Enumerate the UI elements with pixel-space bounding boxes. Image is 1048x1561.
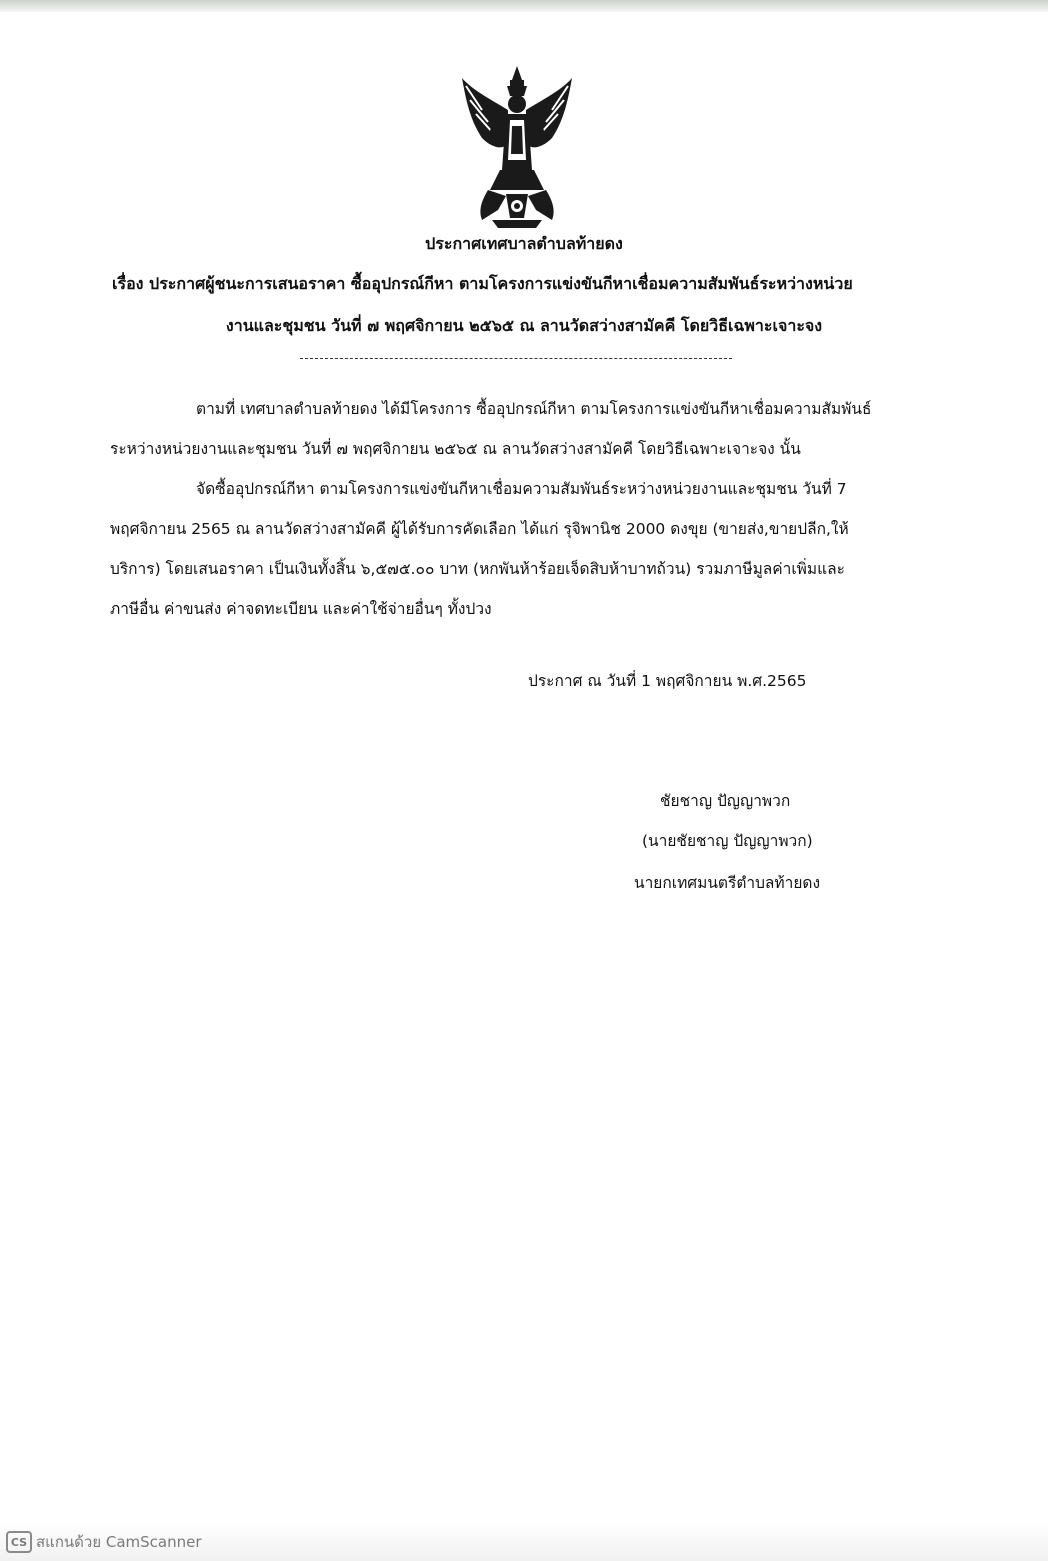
camscanner-label: สแกนด้วย CamScanner bbox=[36, 1533, 202, 1551]
garuda-emblem-icon bbox=[452, 60, 582, 230]
signatory-position: นายกเทศมนตรีตำบลท้ายดง bbox=[634, 874, 821, 892]
separator-dashed-line bbox=[300, 358, 732, 359]
camscanner-watermark bbox=[6, 1530, 202, 1554]
scan-edge-top bbox=[0, 0, 1048, 12]
subject-line-1: เรื่อง ประกาศผู้ชนะการเสนอราคา ซื้ออุปกรณ์กีหา ตามโครงการแข่งขันกีหาเชื่อมความสัมพันธ์ระหว่างหน่วย bbox=[112, 274, 853, 293]
paragraph-1-line-1: ตามที่ เทศบาลตำบลท้ายดง ได้มีโครงการ ซื้ออุปกรณ์กีหา ตามโครงการแข่งขันกีหาเชื่อมความสัมพันธ์ bbox=[196, 400, 872, 418]
signature-name: ชัยชาญ ปัญญาพวก bbox=[660, 792, 791, 810]
document-title: ประกาศเทศบาลตำบลท้ายดง bbox=[425, 234, 623, 253]
paragraph-2-line-4: ภาษีอื่น ค่าขนส่ง ค่าจดทะเบียน และค่าใช้จ่ายอื่นๆ ทั้งปวง bbox=[110, 600, 492, 618]
paragraph-2-line-1: จัดซื้ออุปกรณ์กีหา ตามโครงการแข่งขันกีหาเชื่อมความสัมพันธ์ระหว่างหน่วยงานและชุมชน วันที่ 7 bbox=[196, 480, 847, 498]
announce-date: ประกาศ ณ วันที่ 1 พฤศจิกายน พ.ศ.2565 bbox=[528, 672, 807, 690]
paragraph-2-line-2: พฤศจิกายน 2565 ณ ลานวัดสว่างสามัคคี ผู้ได้รับการคัดเลือก ได้แก่ รุจิพานิช 2000 ดงขุย (ขายส่ง,ขายปลีก,ให้ bbox=[110, 520, 849, 538]
subject-line-2: งานและชุมชน วันที่ ๗ พฤศจิกายน ๒๕๖๕ ณ ลานวัดสว่างสามัคคี โดยวิธีเฉพาะเจาะจง bbox=[225, 316, 823, 335]
camscanner-logo-icon: CS bbox=[6, 1531, 32, 1553]
paragraph-1-line-2: ระหว่างหน่วยงานและชุมชน วันที่ ๗ พฤศจิกายน ๒๕๖๕ ณ ลานวัดสว่างสามัคคี โดยวิธีเฉพาะเจาะจง นั้น bbox=[110, 440, 801, 458]
signatory-full-name: (นายชัยชาญ ปัญญาพวก) bbox=[642, 832, 813, 850]
paragraph-2-line-3: บริการ) โดยเสนอราคา เป็นเงินทั้งสิ้น ๖,๕๗๕.๐๐ บาท (หกพันห้าร้อยเจ็ดสิบห้าบาทถ้วน) รวมภาษีมูลค่าเพิ่มและ bbox=[110, 560, 845, 578]
